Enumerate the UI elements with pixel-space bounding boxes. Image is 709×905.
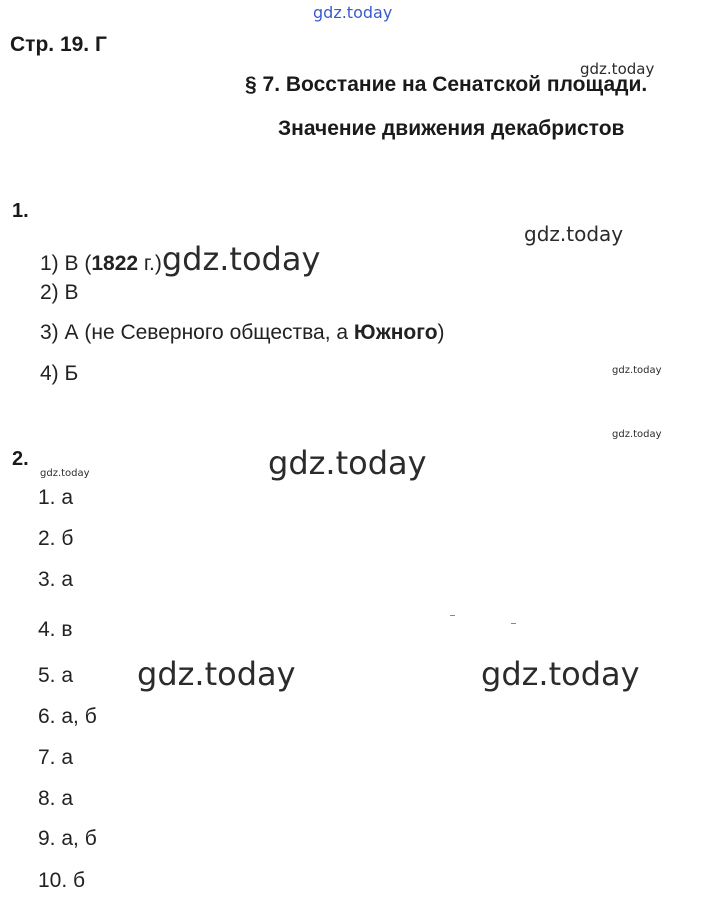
section-subtitle: Значение движения декабристов — [278, 117, 625, 140]
task-1-answer-3 — [40, 321, 445, 345]
page-reference: Стр. 19. Г — [10, 33, 107, 56]
task-1-answer-2: 2) В — [40, 281, 79, 304]
task-2-number: 2. — [12, 448, 29, 470]
answer-3-suffix: ) — [437, 321, 445, 344]
task-2-answer: 5. а — [38, 664, 74, 687]
task-1-answer-4: 4) Б — [40, 362, 79, 385]
watermark-big-3: gdz.today — [481, 655, 640, 693]
watermark-small-2: gdz.today — [612, 429, 662, 440]
answer-1-prefix: 1) В ( — [40, 252, 92, 275]
task-2-answer: 4. в — [38, 618, 73, 641]
task-2-answer: 2. б — [38, 527, 74, 550]
watermark-big-2: gdz.today — [137, 655, 296, 693]
task-2-answer: 7. а — [38, 746, 74, 769]
watermark-top: gdz.today — [313, 3, 393, 22]
watermark-q1: gdz.today — [524, 222, 624, 246]
stray-mark — [450, 615, 455, 616]
answer-1-year: 1822 — [91, 252, 139, 275]
watermark-title: gdz.today — [580, 60, 655, 78]
section-title: § 7. Восстание на Сенатской площади. — [245, 73, 648, 96]
task-1-number: 1. — [12, 200, 29, 222]
watermark-small-3: gdz.today — [40, 468, 90, 479]
task-2-answer: 8. а — [38, 787, 74, 810]
answer-1-suffix: г.) — [138, 252, 162, 275]
task-1-answer-1 — [40, 240, 320, 278]
answer-3-bold: Южного — [353, 321, 438, 344]
task-2-answer: 9. а, б — [38, 827, 97, 850]
task-2-answer: 10. б — [38, 869, 86, 892]
stray-mark — [511, 623, 516, 624]
watermark-small-1: gdz.today — [612, 365, 662, 376]
task-2-answer: 6. а, б — [38, 705, 97, 728]
watermark-big-1: gdz.today — [268, 444, 427, 482]
task-2-answer: 1. а — [38, 486, 74, 509]
watermark-inline: gdz.today — [161, 240, 321, 278]
answer-3-prefix: 3) А (не Северного общества, а — [40, 321, 354, 344]
task-2-answer: 3. а — [38, 568, 74, 591]
